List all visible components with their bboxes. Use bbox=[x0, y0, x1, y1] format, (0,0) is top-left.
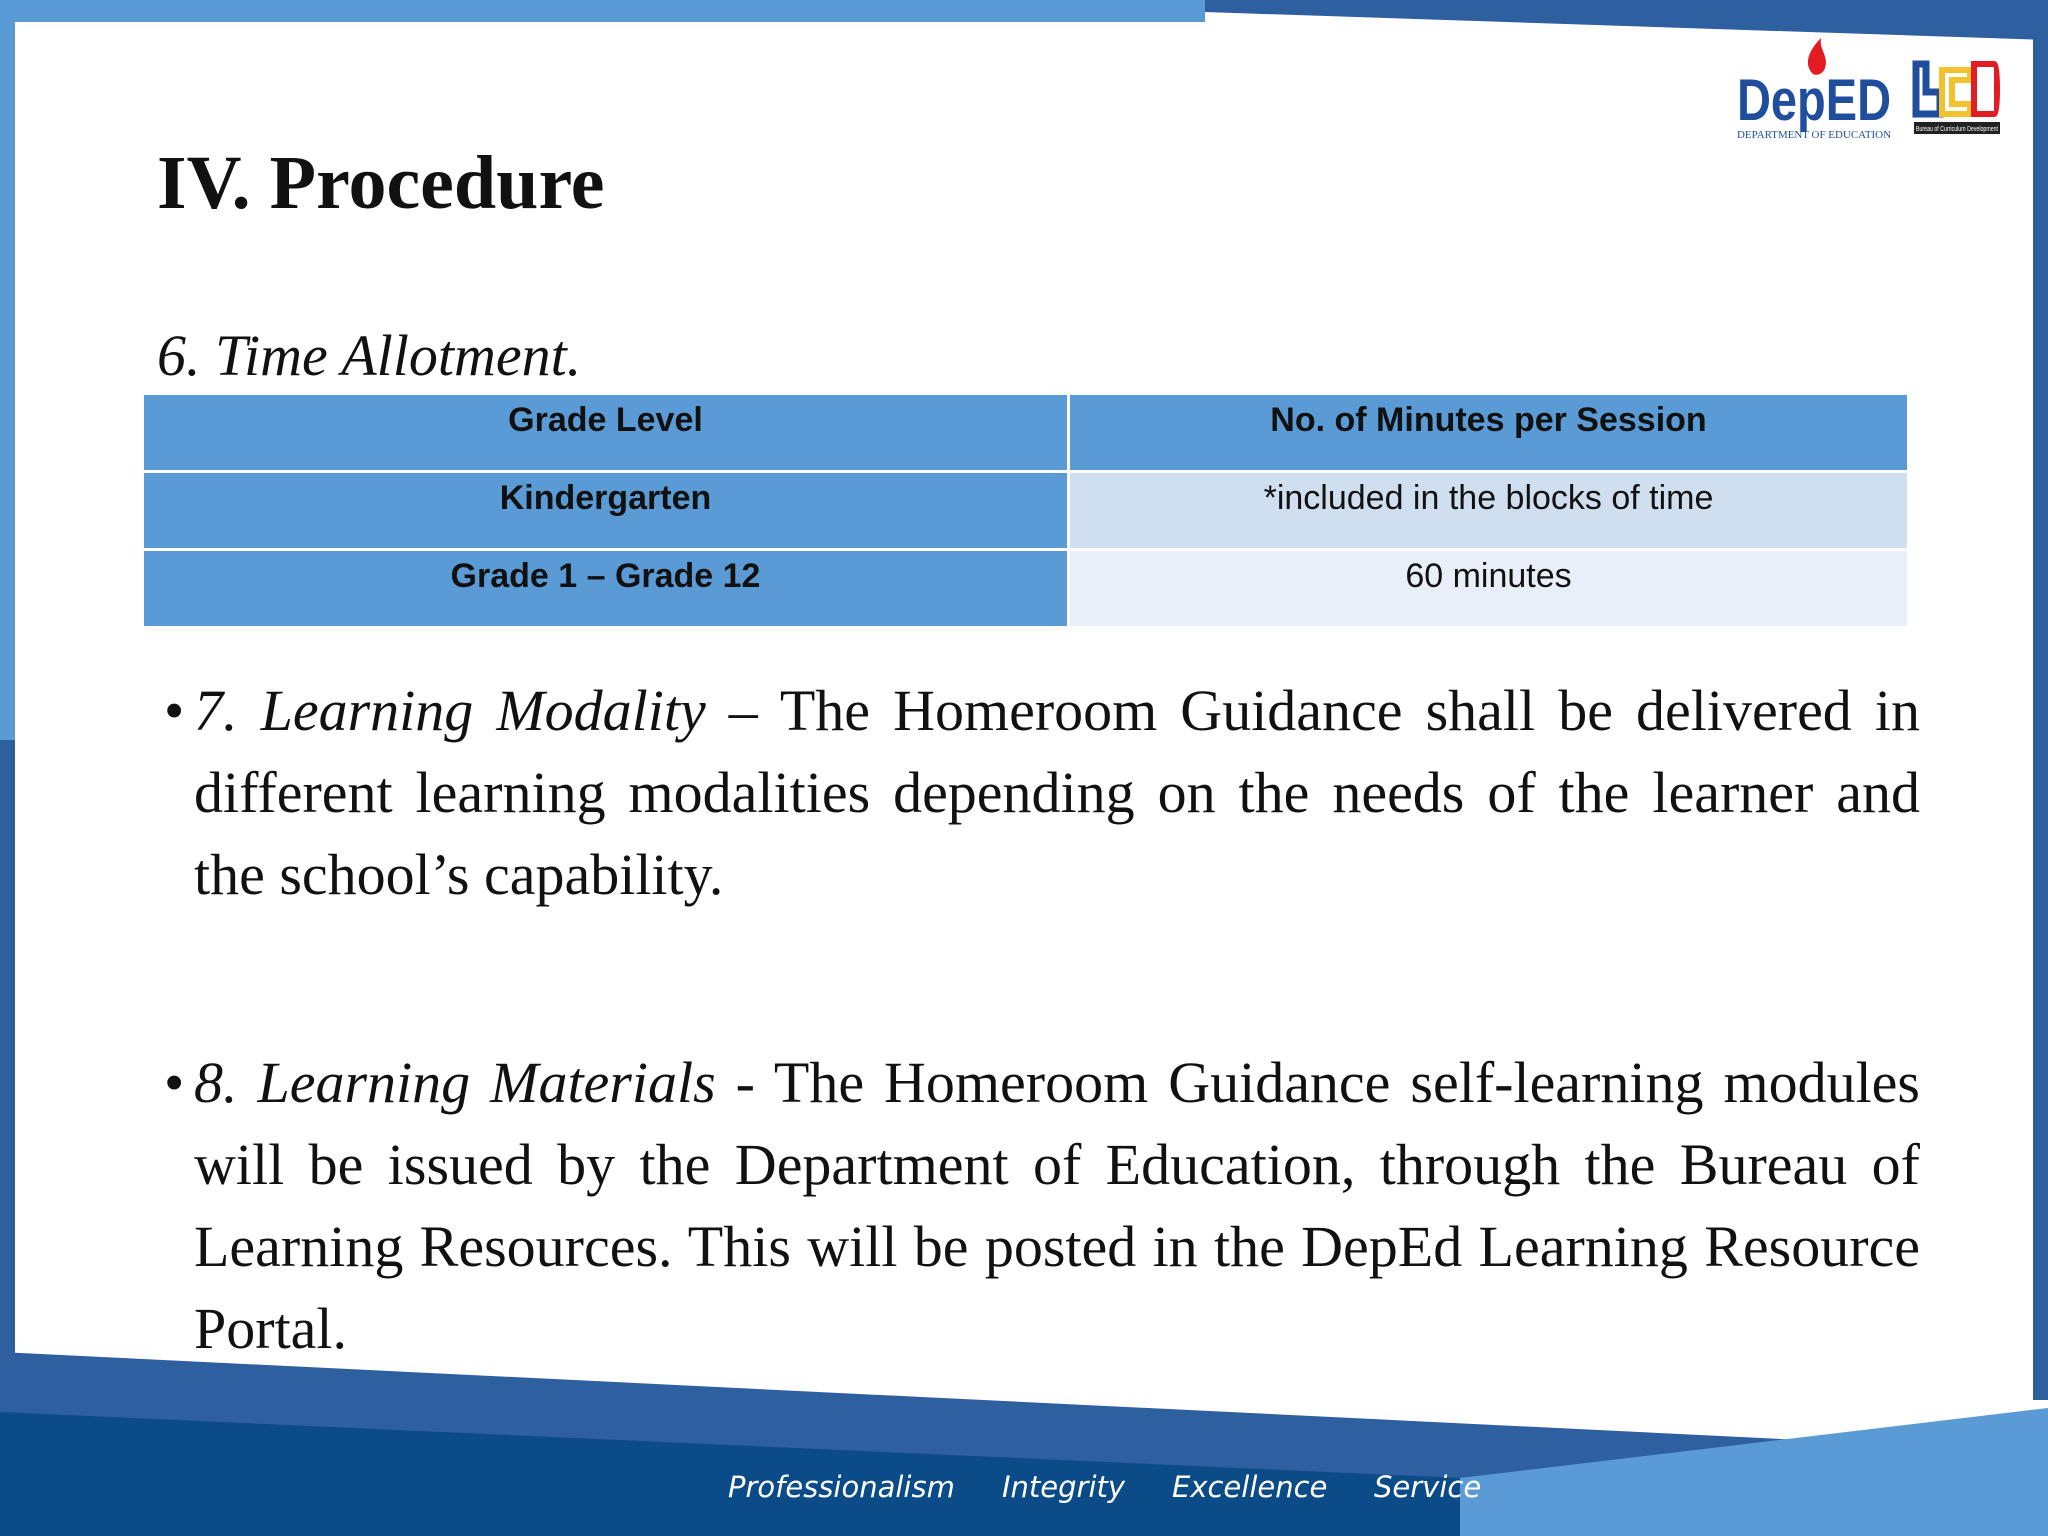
footer-value-service: Service bbox=[1374, 1470, 1482, 1504]
bullet-marker: • bbox=[164, 1050, 185, 1115]
time-allotment-table bbox=[141, 392, 1910, 629]
footer-value-professionalism: Professionalism bbox=[728, 1470, 955, 1504]
deped-logo bbox=[1735, 34, 1895, 144]
table-row bbox=[143, 550, 1909, 628]
bullet-lead: 8. Learning Materials bbox=[194, 1050, 716, 1115]
bullet-body: - The Homeroom Guidance self-learning modules will be issued by the Department of Education, through the Bureau of Learning Resources. This will be posted in the DepEd Learning Resource Portal. bbox=[194, 1050, 1920, 1361]
slide-title: IV. Procedure bbox=[157, 141, 605, 225]
grade-level-cell: Grade 1 – Grade 12 bbox=[143, 550, 1069, 628]
minutes-cell: 60 minutes bbox=[1069, 550, 1909, 628]
bullet-marker: • bbox=[164, 678, 185, 743]
bullet-text bbox=[194, 670, 1920, 916]
footer-value-excellence: Excellence bbox=[1172, 1470, 1328, 1504]
bottom-band-light bbox=[1460, 1408, 2048, 1536]
bullet-lead: 7. Learning Modality bbox=[194, 678, 706, 743]
grade-level-cell: Kindergarten bbox=[143, 472, 1069, 550]
header-grade-level: Grade Level bbox=[143, 394, 1069, 472]
section-subtitle: 6. Time Allotment. bbox=[157, 323, 582, 388]
bcd-logo bbox=[1912, 56, 2002, 140]
bullet-learning-modality bbox=[164, 670, 1920, 916]
bullet-learning-materials bbox=[164, 1042, 1920, 1370]
bullet-body: – The Homeroom Guidance shall be delivered in different learning modalities depending on the needs of the learner and the school’s capability. bbox=[194, 678, 1920, 907]
left-edge-dark bbox=[0, 740, 15, 1360]
footer-value-integrity: Integrity bbox=[1002, 1470, 1126, 1504]
top-band-dark bbox=[1205, 0, 2048, 40]
table-header-row bbox=[143, 394, 1909, 472]
header-minutes-per-session: No. of Minutes per Session bbox=[1069, 394, 1909, 472]
bullet-text bbox=[194, 1042, 1920, 1370]
right-edge bbox=[2033, 0, 2048, 1400]
deped-wordmark: DepED bbox=[1737, 68, 1891, 133]
left-edge-light bbox=[0, 0, 15, 740]
bcd-tagline: Bureau of Curriculum Development bbox=[1916, 126, 1999, 133]
deped-tagline: DEPARTMENT OF EDUCATION bbox=[1737, 129, 1892, 141]
minutes-cell: *included in the blocks of time bbox=[1069, 472, 1909, 550]
top-band-light bbox=[0, 0, 1205, 22]
core-values-footer bbox=[728, 1470, 1488, 1514]
table-row bbox=[143, 472, 1909, 550]
